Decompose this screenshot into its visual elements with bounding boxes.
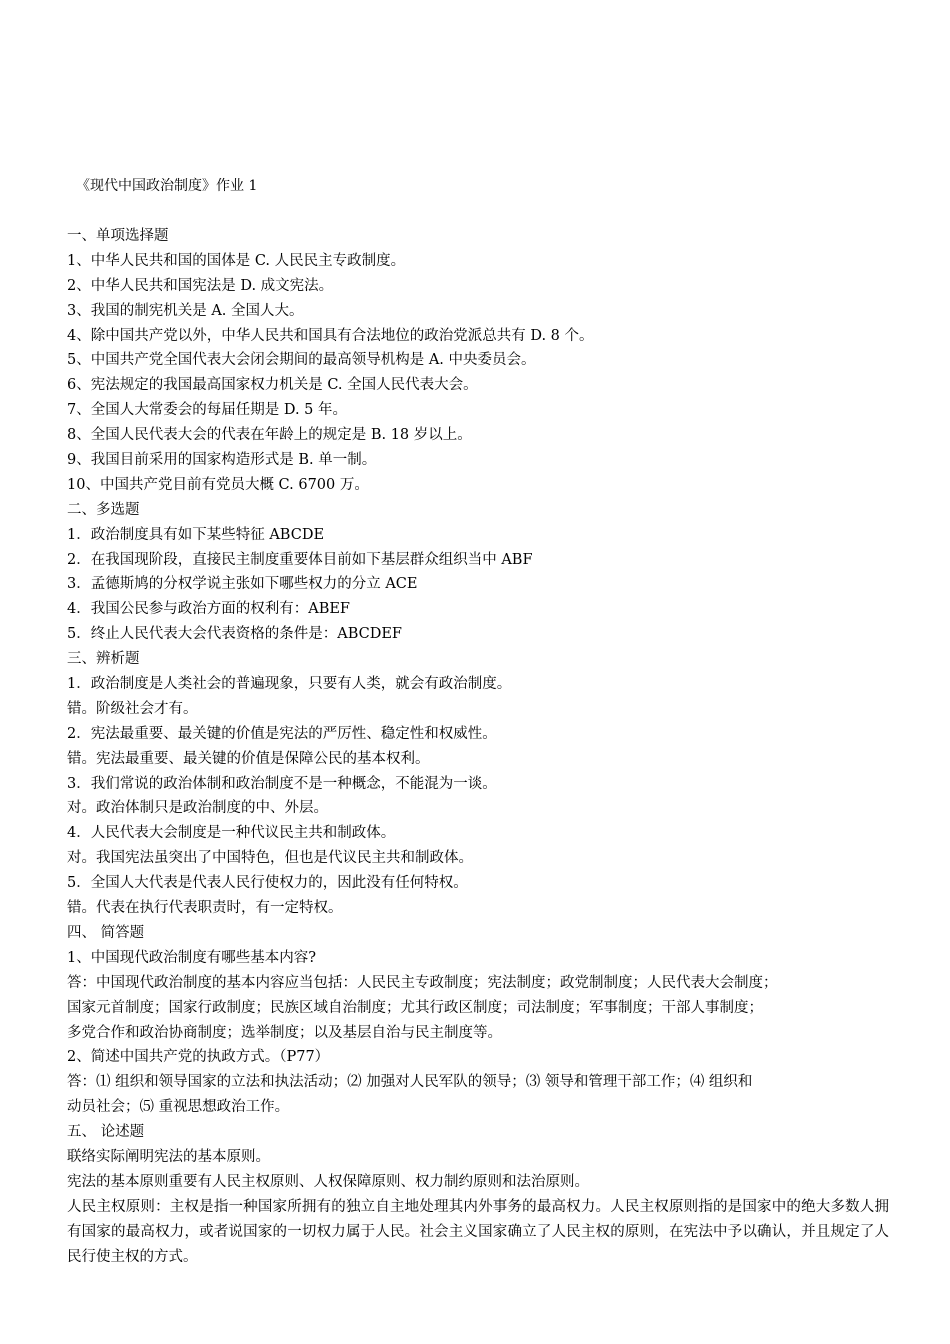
short-answer-text: 动员社会；⑸ 重视思想政治工作。 — [67, 1099, 290, 1116]
analysis-statement: 1．政治制度是人类社会的普遍现象，只要有人类，就会有政治制度。 — [67, 676, 512, 693]
short-answer-text: 国家元首制度；国家行政制度；民族区域自治制度；尤其行政区制度；司法制度；军事制度；干部人事制度； — [67, 999, 763, 1016]
section-heading-essay: 五、 论述题 — [67, 1124, 145, 1141]
multiple-choice-item: 2．在我国现阶段，直接民主制度重要体目前如下基层群众组织当中 ABF — [67, 551, 533, 568]
single-choice-item: 3、我国的制宪机关是 A. 全国人大。 — [67, 302, 304, 319]
section-heading-multiple-choice: 二、多选题 — [67, 501, 140, 518]
multiple-choice-item: 5．终止人民代表大会代表资格的条件是：ABCDEF — [67, 626, 402, 643]
multiple-choice-item: 1．政治制度具有如下某些特征 ABCDE — [67, 526, 325, 543]
single-choice-item: 5、中国共产党全国代表大会闭会期间的最高领导机构是 A. 中央委员会。 — [67, 352, 536, 369]
single-choice-item: 1、中华人民共和国的国体是 C. 人民民主专政制度。 — [67, 252, 406, 269]
multiple-choice-item: 4．我国公民参与政治方面的权利有：ABEF — [67, 601, 350, 618]
single-choice-item: 8、全国人民代表大会的代表在年龄上的规定是 B. 18 岁以上。 — [67, 427, 472, 444]
analysis-answer: 错。宪法最重要、最关键的价值是保障公民的基本权利。 — [67, 750, 430, 767]
single-choice-item: 6、宪法规定的我国最高国家权力机关是 C. 全国人民代表大会。 — [67, 377, 478, 394]
single-choice-item: 7、全国人大常委会的每届任期是 D. 5 年。 — [67, 402, 347, 419]
document-body — [67, 224, 889, 1269]
single-choice-item: 10、中国共产党目前有党员大概 C. 6700 万。 — [67, 476, 369, 493]
single-choice-item: 4、除中国共产党以外，中华人民共和国具有合法地位的政治党派总共有 D. 8 个。 — [67, 327, 594, 344]
essay-text: 宪法的基本原则重要有人民主权原则、人权保障原则、权力制约原则和法治原则。 — [67, 1173, 589, 1190]
single-choice-item: 2、中华人民共和国宪法是 D. 成文宪法。 — [67, 277, 334, 294]
short-answer-question: 2、简述中国共产党的执政方式。（P77） — [67, 1049, 330, 1066]
essay-paragraph: 人民主权原则：主权是指一种国家所拥有的独立自主地处理其内外事务的最高权力。人民主权原则指的是国家中的绝大多数人拥有国家的最高权力，或者说国家的一切权力属于人民。社会主义国家确立了人民主权的原则，在宪法中予以确认，并且规定了人民行使主权的方式。 — [67, 1198, 889, 1265]
short-answer-text: 多党合作和政治协商制度；选举制度；以及基层自治与民主制度等。 — [67, 1024, 502, 1041]
analysis-statement: 3．我们常说的政治体制和政治制度不是一种概念，不能混为一谈。 — [67, 775, 497, 792]
section-heading-analysis: 三、辨析题 — [67, 651, 140, 668]
analysis-answer: 对。政治体制只是政治制度的中、外层。 — [67, 800, 328, 817]
essay-question: 联络实际阐明宪法的基本原则。 — [67, 1148, 270, 1165]
document-title: 《现代中国政治制度》作业 1 — [76, 178, 258, 194]
analysis-statement: 4．人民代表大会制度是一种代议民主共和制政体。 — [67, 825, 396, 842]
analysis-statement: 2．宪法最重要、最关键的价值是宪法的严厉性、稳定性和权威性。 — [67, 725, 497, 742]
section-heading-short-answer: 四、 简答题 — [67, 924, 145, 941]
short-answer-text: 答：中国现代政治制度的基本内容应当包括：人民民主专政制度；宪法制度；政党制制度；人民代表大会制度； — [67, 974, 778, 991]
single-choice-item: 9、我国目前采用的国家构造形式是 B. 单一制。 — [67, 452, 377, 469]
multiple-choice-item: 3．孟德斯鸠的分权学说主张如下哪些权力的分立 ACE — [67, 576, 418, 593]
analysis-answer: 错。代表在执行代表职责时，有一定特权。 — [67, 900, 343, 917]
short-answer-question: 1、中国现代政治制度有哪些基本内容? — [67, 949, 316, 966]
analysis-answer: 错。阶级社会才有。 — [67, 700, 198, 717]
short-answer-text: 答：⑴ 组织和领导国家的立法和执法活动；⑵ 加强对人民军队的领导；⑶ 领导和管理干部工作；⑷ 组织和 — [67, 1074, 753, 1091]
section-heading-single-choice: 一、单项选择题 — [67, 228, 169, 244]
analysis-answer: 对。我国宪法虽突出了中国特色，但也是代议民主共和制政体。 — [67, 850, 473, 867]
analysis-statement: 5．全国人大代表是代表人民行使权力的，因此没有任何特权。 — [67, 875, 468, 892]
